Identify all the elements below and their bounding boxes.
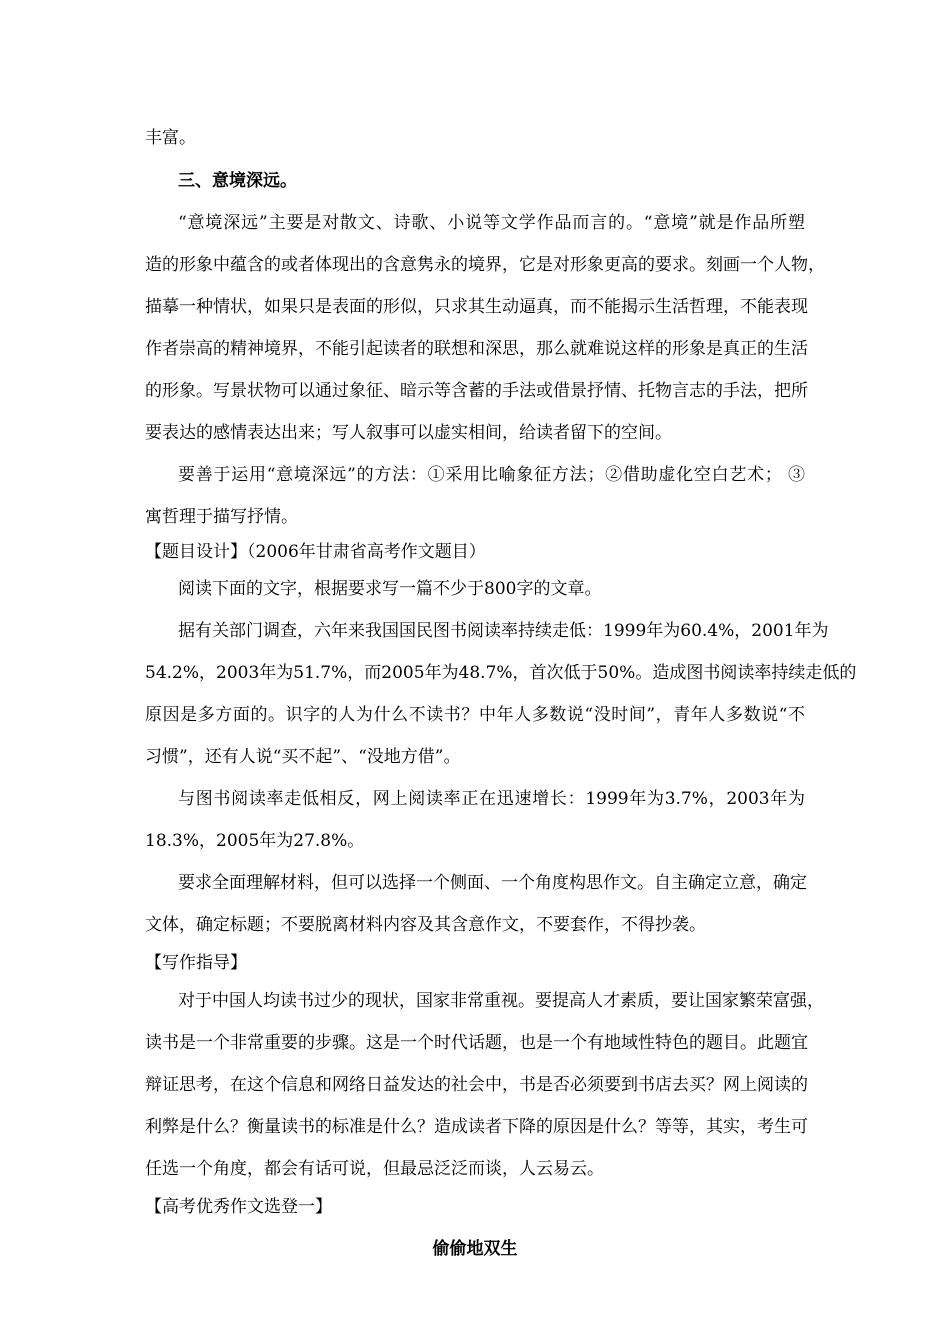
paragraph-line: 利弊是什么？衡量读书的标准是什么？造成读者下降的原因是什么？等等，其实，考生可 [145,1117,808,1137]
paragraph-line: 辩证思考，在这个信息和网络日益发达的社会中，书是否必须要到书店去买？网上阅读的 [145,1075,808,1095]
paragraph-line: 阅读下面的文字，根据要求写一篇不少于800字的文章。 [178,579,602,599]
section-heading: 【写作指导】 [145,953,247,973]
paragraph-line: 丰富。 [145,128,196,148]
paragraph-line: 造的形象中蕴含的或者体现出的含意隽永的境界，它是对形象更高的要求。刻画一个人物， [145,255,825,275]
paragraph-line: 寓哲理于描写抒情。 [145,507,298,527]
paragraph-line: 要善于运用“意境深远”的方法：①采用比喻象征方法；②借助虚化空白艺术； ③ [178,465,805,485]
paragraph-line: 原因是多方面的。识字的人为什么不读书？中年人多数说“没时间”，青年人多数说“不 [145,705,805,725]
paragraph-line: 与图书阅读率走低相反，网上阅读率正在迅速增长：1999年为3.7%，2003年为 [178,789,805,809]
paragraph-line: 任选一个角度，都会有话可说，但最忌泛泛而谈，人云易云。 [145,1159,604,1179]
paragraph-line: 据有关部门调查，六年来我国国民图书阅读率持续走低：1999年为60.4%，2001年为 [178,621,829,641]
paragraph-line: 18.3%，2005年为27.8%。 [145,831,365,851]
section-heading: 三、意境深远。 [178,171,297,191]
paragraph-line: 对于中国人均读书过少的现状，国家非常重视。要提高人才素质，要让国家繁荣富强， [178,991,824,1011]
paragraph-line: 作者崇高的精神境界，不能引起读者的联想和深思，那么就难说这样的形象是真正的生活 [145,339,808,359]
paragraph-line: “意境深远”主要是对散文、诗歌、小说等文学作品而言的。“意境”就是作品所塑 [178,213,805,233]
section-heading: 【题目设计】（2006年甘肃省高考作文题目） [145,542,486,562]
paragraph-line: 读书是一个非常重要的步骤。这是一个时代话题，也是一个有地域性特色的题目。此题宜 [145,1033,808,1053]
essay-title: 偷偷地双生 [432,1239,518,1259]
paragraph-line: 的形象。写景状物可以通过象征、暗示等含蓄的手法或借景抒情、托物言志的手法，把所 [145,381,808,401]
paragraph-line: 要表达的感情表达出来；写人叙事可以虚实相间，给读者留下的空间。 [145,423,672,443]
paragraph-line: 习惯”，还有人说“买不起”、“没地方借”。 [145,747,461,767]
paragraph-line: 54.2%，2003年为51.7%，而2005年为48.7%，首次低于50%。造成图书阅读率持续走低的 [145,663,857,683]
paragraph-line: 描摹一种情状，如果只是表面的形似，只求其生动逼真，而不能揭示生活哲理，不能表现 [145,297,808,317]
paragraph-line: 要求全面理解材料，但可以选择一个侧面、一个角度构思作文。自主确定立意，确定 [178,873,807,893]
paragraph-line: 文体，确定标题；不要脱离材料内容及其含意作文，不要套作，不得抄袭。 [145,915,706,935]
section-heading: 【高考优秀作文选登一】 [145,1197,332,1217]
